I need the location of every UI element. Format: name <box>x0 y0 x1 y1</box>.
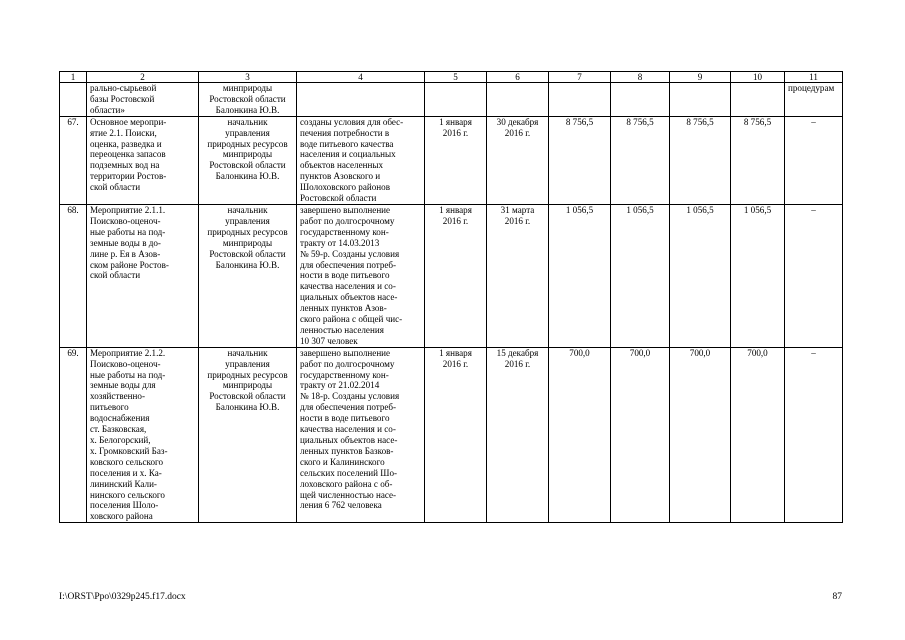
cell-v11: – <box>785 347 843 523</box>
col-header-11: 11 <box>785 72 843 83</box>
text-line: Ростовской области <box>209 248 286 259</box>
text-line: природных ресурсов <box>207 226 288 237</box>
text-line: № 59-р. Созданы условия <box>300 248 400 259</box>
text-line: Поисково-оценоч- <box>90 215 161 226</box>
cell-v10: 8 756,5 <box>731 116 785 204</box>
cell-v9: 700,0 <box>670 347 731 523</box>
text-line: оценка, разведка и <box>90 138 162 149</box>
text-line: хозяйственно- <box>90 391 145 402</box>
cell-v9 <box>670 83 731 117</box>
text-line: 2016 г. <box>504 215 531 226</box>
text-line: 1 января <box>439 116 472 127</box>
col-header-4: 4 <box>297 72 425 83</box>
cell-end <box>487 83 549 117</box>
table-row <box>60 204 843 347</box>
text-line: Балонкина Ю.В. <box>215 259 280 270</box>
col-header-2: 2 <box>87 72 199 83</box>
cell-v10 <box>731 83 785 117</box>
text-line: водоснабжения <box>90 413 150 424</box>
text-line: земные воды в до- <box>90 237 161 248</box>
text-line: подземных вод на <box>90 160 160 171</box>
cell-name <box>87 347 199 523</box>
text-line: 2016 г. <box>442 127 469 138</box>
text-line: территории Ростов- <box>90 171 167 182</box>
text-line: рально-сырьевой <box>90 83 157 93</box>
text-line: Мероприятие 2.1.2. <box>90 347 166 358</box>
cell-executor <box>199 347 297 523</box>
text-line: лине р. Ея в Азов- <box>90 248 161 259</box>
cell-start <box>425 347 487 523</box>
text-line: для обеспечения потреб- <box>300 402 397 413</box>
text-line: 1 января <box>439 204 472 215</box>
text-line: природных ресурсов <box>207 138 288 149</box>
cell-v9: 8 756,5 <box>670 116 731 204</box>
text-line: ности в воде питьевого <box>300 413 390 424</box>
col-header-6: 6 <box>487 72 549 83</box>
text-line: объектов населенных <box>300 160 384 171</box>
text-line: Ростовской области <box>209 160 286 171</box>
cell-name <box>87 204 199 347</box>
text-line: государственному кон- <box>300 226 389 237</box>
text-line: Ростовской области <box>209 391 286 402</box>
text-line: управления <box>225 215 270 226</box>
text-line: пунктов Азовского и <box>300 171 381 182</box>
cell-v11: – <box>785 116 843 204</box>
text-line: управления <box>225 127 270 138</box>
table-row <box>60 116 843 204</box>
text-line: 2016 г. <box>442 358 469 369</box>
cell-v7: 700,0 <box>549 347 611 523</box>
cell-result <box>297 347 425 523</box>
text-line: Балонкина Ю.В. <box>215 402 280 413</box>
cell-v10: 700,0 <box>731 347 785 523</box>
col-header-7: 7 <box>549 72 611 83</box>
col-header-3: 3 <box>199 72 297 83</box>
text-line: земные воды для <box>90 380 156 391</box>
text-line: ском районе Ростов- <box>90 259 169 270</box>
text-line: 1 января <box>439 347 472 358</box>
text-line: 2016 г. <box>442 215 469 226</box>
cell-start <box>425 83 487 117</box>
footer-file-path: I:\ORST\Ppo\0329p245.f17.docx <box>59 592 186 602</box>
cell-name <box>87 116 199 204</box>
col-header-9: 9 <box>670 72 731 83</box>
cell-result <box>297 83 425 117</box>
text-line: ковского сельского <box>90 456 164 467</box>
cell-v8 <box>611 83 670 117</box>
cell-executor <box>199 204 297 347</box>
text-line: минприроды <box>222 149 273 160</box>
cell-executor <box>199 83 297 117</box>
text-line: ления 6 762 человека <box>300 500 382 511</box>
cell-v8: 700,0 <box>611 347 670 523</box>
text-line: нинского сельского <box>90 489 165 500</box>
text-line: поселения и х. Ка- <box>90 467 162 478</box>
text-line: минприроды <box>222 237 273 248</box>
text-line: лининский Кали- <box>90 478 157 489</box>
text-line: тракту от 14.03.2013 <box>300 237 380 248</box>
cell-start <box>425 204 487 347</box>
cell-v9: 1 056,5 <box>670 204 731 347</box>
text-line: воде питьевого качества <box>300 138 394 149</box>
cell-v11: – <box>785 204 843 347</box>
text-line: населения и социальных <box>300 149 396 160</box>
text-line: работ по долгосрочному <box>300 215 395 226</box>
text-line: печения потребности в <box>300 127 390 138</box>
text-line: области» <box>90 104 125 115</box>
text-line: ховского района <box>90 511 153 522</box>
cell-result <box>297 116 425 204</box>
text-line: тракту от 21.02.2014 <box>300 380 380 391</box>
text-line: сельских поселений Шо- <box>300 467 398 478</box>
text-line: Балонкина Ю.В. <box>215 171 280 182</box>
cell-num: 69. <box>60 347 87 523</box>
footer-page-number: 87 <box>832 592 842 602</box>
text-line: Ростовской области <box>300 193 377 204</box>
text-line: минприроды <box>222 380 273 391</box>
text-line: циальных объектов насе- <box>300 435 398 445</box>
text-line: базы Ростовской <box>90 93 155 104</box>
column-number-row <box>60 72 843 83</box>
text-line: х. Громковский Баз- <box>90 445 168 456</box>
text-line: х. Белогорский, <box>90 435 151 445</box>
text-line: лоховского района с об- <box>300 478 393 489</box>
text-line: ской области <box>90 270 141 281</box>
text-line: № 18-р. Созданы условия <box>300 391 400 402</box>
cell-v8: 8 756,5 <box>611 116 670 204</box>
text-line: ности в воде питьевого <box>300 270 390 281</box>
text-line: начальник <box>227 204 268 215</box>
text-line: ленностью населения <box>300 324 384 335</box>
text-line: процедурам <box>788 83 835 93</box>
text-line: управления <box>225 358 270 369</box>
text-line: питьевого <box>90 402 129 413</box>
text-line: государственному кон- <box>300 369 389 380</box>
text-line: завершено выполнение <box>300 347 391 358</box>
text-line: 2016 г. <box>504 127 531 138</box>
text-line: качества населения и со- <box>300 281 396 292</box>
cell-name <box>87 83 199 117</box>
text-line: Балонкина Ю.В. <box>215 104 280 115</box>
text-line: ленных пунктов Азов- <box>300 303 387 314</box>
cell-v8: 1 056,5 <box>611 204 670 347</box>
text-line: 30 декабря <box>496 116 539 127</box>
text-line: Поисково-оценоч- <box>90 358 161 369</box>
text-line: ской области <box>90 182 141 193</box>
text-line: щей численностью насе- <box>300 489 397 500</box>
col-header-8: 8 <box>611 72 670 83</box>
text-line: поселения Шоло- <box>90 500 159 511</box>
cell-executor <box>199 116 297 204</box>
cell-start <box>425 116 487 204</box>
text-line: Шолоховского районов <box>300 182 391 193</box>
text-line: Мероприятие 2.1.1. <box>90 204 166 215</box>
text-line: циальных объектов насе- <box>300 292 398 303</box>
text-line: ленных пунктов Базков- <box>300 445 394 456</box>
cell-end <box>487 116 549 204</box>
cell-end <box>487 204 549 347</box>
text-line: начальник <box>227 116 268 127</box>
cell-result <box>297 204 425 347</box>
cell-num: 67. <box>60 116 87 204</box>
text-line: работ по долгосрочному <box>300 358 395 369</box>
text-line: 31 марта <box>500 204 535 215</box>
text-line: начальник <box>227 347 268 358</box>
text-line: ные работы на под- <box>90 226 166 237</box>
cell-v10: 1 056,5 <box>731 204 785 347</box>
text-line: качества населения и со- <box>300 424 396 435</box>
cell-v7 <box>549 83 611 117</box>
measures-table <box>59 71 843 523</box>
text-line: 15 декабря <box>496 347 539 358</box>
continuation-row <box>60 83 843 117</box>
cell-v11 <box>785 83 843 117</box>
text-line: Основное меропри- <box>90 116 167 127</box>
text-line: ные работы на под- <box>90 369 166 380</box>
text-line: ятие 2.1. Поиски, <box>90 127 157 138</box>
text-line: минприроды <box>222 83 273 93</box>
text-line: переоценка запасов <box>90 149 166 160</box>
text-line: 10 307 человек <box>300 335 358 346</box>
col-header-5: 5 <box>425 72 487 83</box>
text-line: ст. Базковская, <box>90 424 147 435</box>
text-line: завершено выполнение <box>300 204 391 215</box>
cell-num: 68. <box>60 204 87 347</box>
cell-v7: 8 756,5 <box>549 116 611 204</box>
col-header-1: 1 <box>60 72 87 83</box>
text-line: 2016 г. <box>504 358 531 369</box>
cell-end <box>487 347 549 523</box>
cell-v7: 1 056,5 <box>549 204 611 347</box>
col-header-10: 10 <box>731 72 785 83</box>
text-line: созданы условия для обес- <box>300 116 404 127</box>
table-row <box>60 347 843 523</box>
text-line: для обеспечения потреб- <box>300 259 397 270</box>
text-line: Ростовской области <box>209 93 286 104</box>
text-line: природных ресурсов <box>207 369 288 380</box>
cell-num <box>60 83 87 117</box>
text-line: ского и Калининского <box>300 456 385 467</box>
text-line: ского района с общей чис- <box>300 314 403 325</box>
